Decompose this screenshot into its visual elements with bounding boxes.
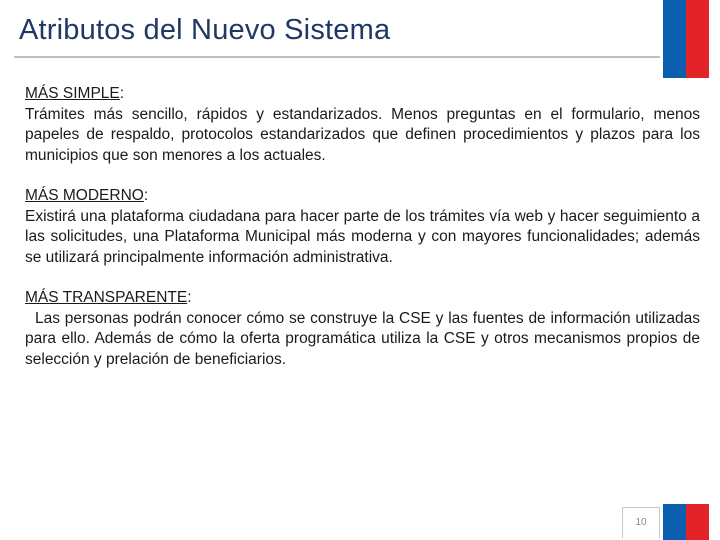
- flag-stripe-top: [663, 0, 709, 78]
- section-moderno: [25, 186, 700, 268]
- flag-blue-band: [663, 504, 686, 540]
- title-divider: [14, 56, 660, 58]
- section-heading: [25, 84, 700, 105]
- section-body: Las personas podrán conocer cómo se construye la CSE y las fuentes de información utilizadas para ello. Además de cómo la oferta programática utiliza la CSE y otros mecanismos propios de selección y prelación de beneficiarios.: [25, 309, 700, 368]
- flag-stripe-bottom: [663, 504, 709, 540]
- section-heading-colon: :: [187, 289, 192, 306]
- section-simple: [25, 84, 700, 166]
- section-heading-colon: :: [143, 187, 149, 204]
- section-body: Existirá una plataforma ciudadana para hacer parte de los trámites vía web y hacer seguimiento a las solicitudes, una Plataforma Municipal más moderna y con mayores funcionalidades; además se utilizará principalmente información administrativa.: [25, 207, 700, 266]
- section-heading: [25, 186, 700, 207]
- section-transparente: [25, 288, 700, 370]
- flag-red-band: [686, 0, 709, 78]
- flag-blue-band: [663, 0, 686, 78]
- page-number: 10: [622, 507, 660, 538]
- slide-title: Atributos del Nuevo Sistema: [19, 14, 391, 46]
- slide-content: [25, 84, 700, 370]
- section-heading-colon: :: [119, 85, 125, 102]
- flag-red-band: [686, 504, 709, 540]
- section-heading-label: MÁS MODERNO: [25, 187, 144, 204]
- section-heading-label: MÁS SIMPLE: [25, 85, 120, 102]
- section-heading-label: MÁS TRANSPARENTE: [25, 289, 188, 306]
- section-body: Trámites más sencillo, rápidos y estandarizados. Menos preguntas en el formulario, menos papeles de respaldo, protocolos estandarizados que definen procedimientos y plazos para los municipios que son menores a los actuales.: [25, 105, 700, 164]
- section-heading: [25, 288, 700, 309]
